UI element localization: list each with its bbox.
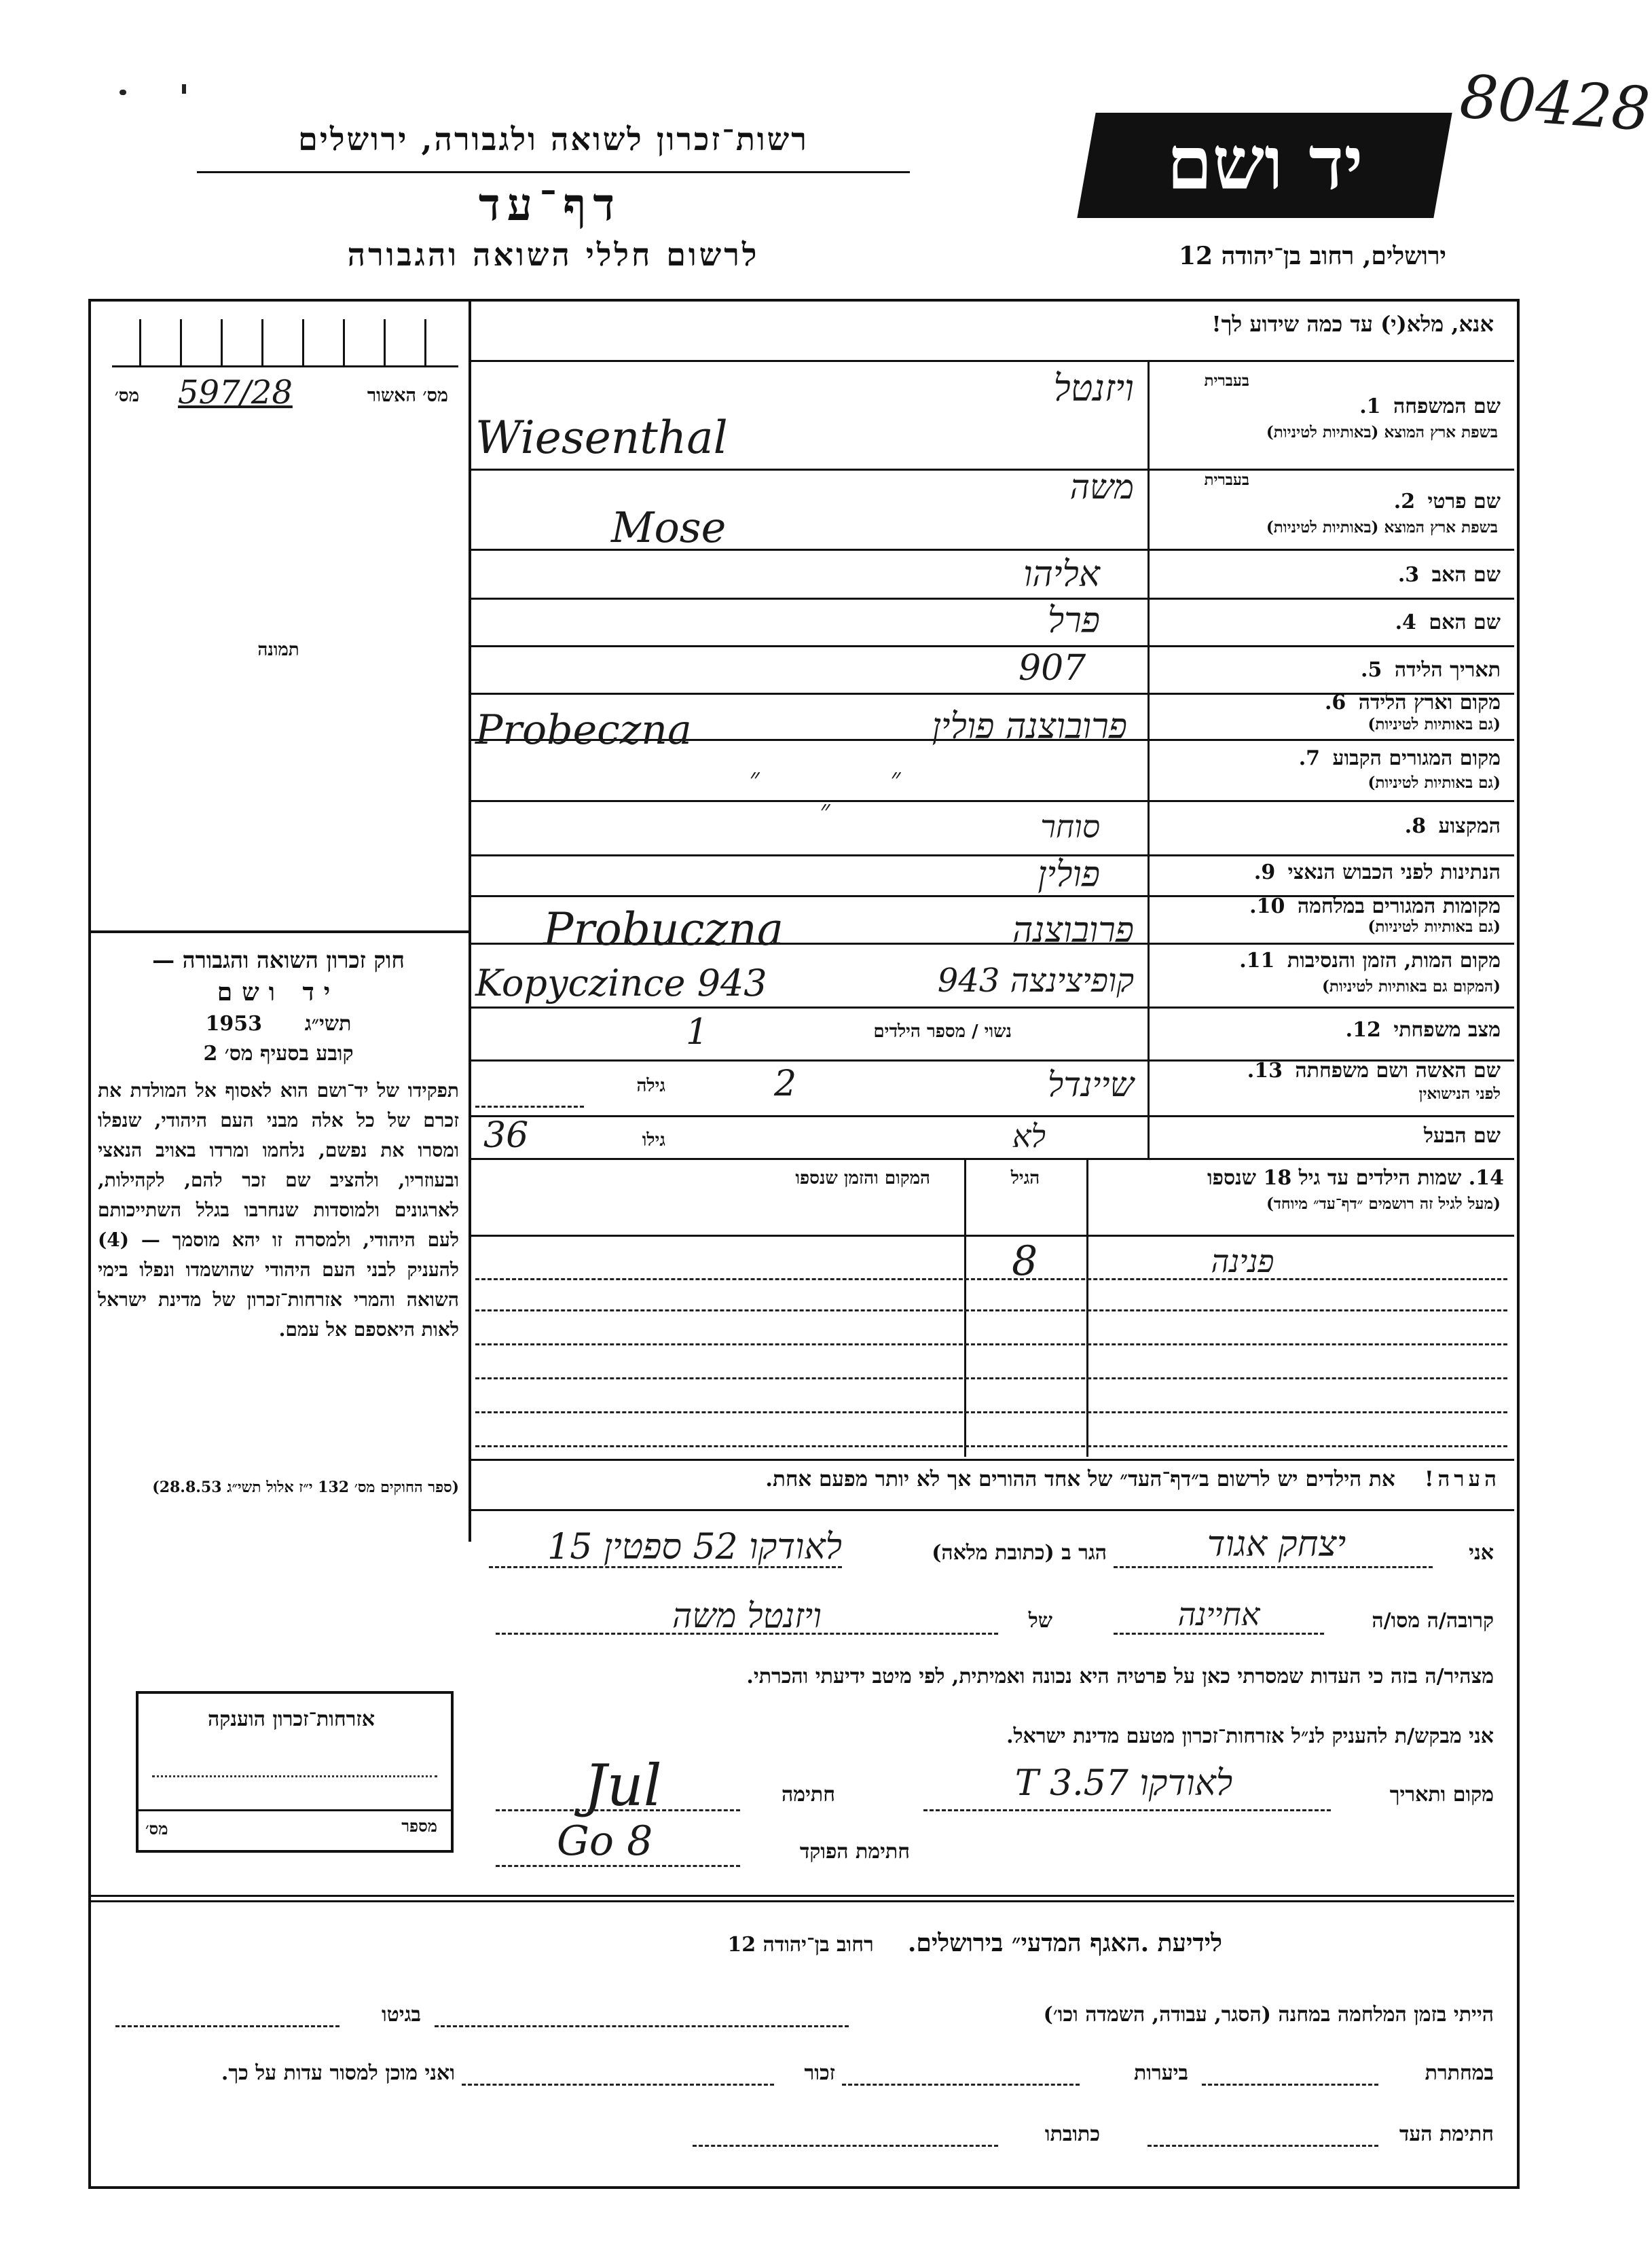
logo-text: יד ושם [1167, 121, 1363, 206]
ghetto-label: בגיטו [381, 2003, 421, 2027]
wife-age-line [475, 1106, 584, 1108]
field2-sub: בשפת ארץ המוצא (באותיות לטיניות) [1266, 518, 1498, 537]
label-column-divider [1148, 360, 1150, 1158]
of-label: של [1028, 1609, 1052, 1633]
witness-address-label: כתובתו [1044, 2122, 1100, 2146]
field13-value: שיינדל [1047, 1065, 1134, 1104]
resides-label: הגר ב (כתובת מלאה) [932, 1541, 1107, 1565]
field5-value: 907 [1018, 648, 1086, 689]
field6-label [1154, 691, 1501, 714]
field7-value: ״ ״ ״ [749, 763, 962, 826]
witness-signature-label: חתימת העד [1399, 2122, 1494, 2146]
field1-sub: בשפת ארץ המוצא (באותיות לטיניות) [1266, 423, 1498, 441]
officer-signature-label: חתימת הפוקד [799, 1840, 910, 1864]
field6-label-text: מקום וארץ הלידה [1358, 691, 1501, 714]
address: ירושלים, רחוב בן־יהודה 12 [1178, 242, 1446, 270]
citizenship-box-title: אזרחות־זכרון הוענקה [207, 1707, 375, 1731]
field5-number: 5. [1361, 658, 1382, 682]
field3-label-text: שם האב [1431, 563, 1501, 587]
husband-age-value: 36 [483, 1115, 529, 1156]
tick-boxes [112, 319, 458, 367]
field10-sub: (גם באותיות לטיניות) [1368, 918, 1501, 936]
field2-number: 2. [1393, 490, 1416, 513]
field13-label [1154, 1059, 1501, 1083]
handwritten-reference-number: 80428 [1457, 61, 1652, 145]
field6-value: פרובוצנה פולין [932, 706, 1127, 747]
field1-hebrew-tag: בעברית [1204, 371, 1249, 390]
field4-label-text: שם האם [1429, 611, 1501, 634]
bottom-section-rule [88, 1895, 1514, 1897]
children-sub: (מעל לגיל זה רושמים ״דף־עד״ מיוחד) [1266, 1195, 1501, 1213]
field12-sublabels: נשוי / מספר הילדים [873, 1021, 1012, 1042]
field5-label [1154, 659, 1501, 682]
field6-sub: (גם באותיות לטיניות) [1368, 715, 1501, 733]
child-age: 8 [1012, 1237, 1038, 1285]
child-name: פנינה [1211, 1243, 1274, 1280]
field10-value-latin: Probuczna [543, 903, 784, 956]
photo-label: תמונה [257, 640, 299, 660]
approval-num-label: מס׳ [114, 386, 139, 406]
field13-sub: לפני הנישואין [1418, 1085, 1501, 1103]
form-subtitle: לרשום חללי השואה והגבורה [347, 236, 760, 273]
field12-label-text: מצב משפחתי [1393, 1018, 1501, 1042]
citizenship-box [136, 1691, 454, 1853]
field1-label-text: שם המשפחה [1393, 395, 1501, 418]
field5-label-text: תאריך הלידה [1394, 658, 1501, 682]
field9-value: פולין [1038, 854, 1100, 895]
field11-number: 11. [1239, 949, 1275, 973]
field7-number: 7. [1298, 746, 1321, 770]
form-title: דף־עד [478, 178, 622, 231]
field2-label-text: שם פרטי [1427, 490, 1501, 513]
field10-number: 10. [1249, 894, 1285, 918]
field3-value: אליהו [1023, 554, 1100, 595]
children-label: 14. שמות הילדים עד גיל 18 שנספו [1207, 1166, 1504, 1190]
field1-label [1263, 395, 1501, 418]
field4-value: פרל [1047, 600, 1100, 641]
field8-value: סוחר [1040, 808, 1100, 845]
law-body: תפקידו של יד־ושם הוא לאסוף אל המולדת את זכרם של כל אלה מבני העם היהודי, שנפלו ומסרו את נפשם, נלחמו ומרדו באויב הנאצי ובעוזריו, ולהציב שם זכר להם, לקהילות, לארגונים ולמוסדות שנחרבו בגלל השתייכותם לעם היהודי, ולמסרה זו יהא מוסמך — (4) להעניק לבני העם היהודי שהושמדו ונפלו בימי השואה והמרי אזרחות־זכרון של מדינת ישראל לאות היאספם אל עמם. [98, 1079, 459, 1341]
field12-label [1154, 1019, 1501, 1042]
law-year [95, 1012, 462, 1036]
signature: Jul [584, 1752, 662, 1819]
citizenship-number-label: מספר [401, 1816, 437, 1836]
officer-signature: Go 8 [557, 1817, 653, 1865]
ready-to-testify-label: ואני מוכן למסור עדות על כך. [221, 2061, 455, 2085]
husband-age-label: גילו [642, 1130, 665, 1150]
field8-label [1154, 815, 1501, 838]
relative-value: אחיינה [1177, 1596, 1260, 1633]
children-header-rule [469, 1235, 1514, 1237]
approval-number: 597/28 [178, 374, 293, 412]
field11-value-latin: Kopyczince 943 [475, 962, 767, 1004]
bottom-title [475, 1929, 1222, 1957]
field7-label [1154, 747, 1501, 770]
relative-label: קרובה/ה מסו/ה [1372, 1609, 1494, 1633]
bottom-address: רחוב בן־יהודה 12 [727, 1933, 874, 1957]
field2-value-latin: Mose [611, 503, 727, 552]
field13-label-text: שם האשה ושם משפחתה [1295, 1059, 1501, 1083]
law-title: חוק זכרון השואה והגבורה — [152, 947, 405, 973]
declaration: מצהיר/ה בזה כי העדות שמסרתי כאן על פרטיה היא נכונה ואמיתית, לפי מיטב ידיעתי והכרתי. [746, 1665, 1494, 1688]
remember-label: זכור [804, 2061, 835, 2085]
note-prefix: הערה! [1424, 1467, 1501, 1491]
forest-label: ביערות [1133, 2061, 1188, 2085]
field12-number: 12. [1345, 1018, 1381, 1042]
law-reference: (ספר החוקים מס׳ 132 י״ז אלול תשי״ג 28.8.53) [152, 1479, 459, 1496]
hiding-label: במחתרת [1425, 2061, 1494, 2085]
wife-age-label: גילה [636, 1076, 665, 1096]
citizenship-no-label: מס׳ [145, 1819, 168, 1838]
yad-vashem-logo [1077, 113, 1452, 218]
instruction: אנא, מלא(י) עד כמה שידוע לך! [1211, 311, 1494, 337]
field8-number: 8. [1404, 814, 1427, 838]
law-box [88, 930, 469, 1544]
field7-sub: (גם באותיות לטיניות) [1368, 774, 1501, 792]
husband-label: שם הבעל [1423, 1124, 1501, 1148]
field2-hebrew-tag: בעברית [1204, 471, 1249, 489]
place-date-value: לאודקו 3.57 T [1014, 1763, 1233, 1804]
field7-label-text: מקום המגורים הקבוע [1332, 746, 1501, 770]
note-text: את הילדים יש לרשום ב״דף־העד״ של אחד ההורים אך לא יותר מפעם אחת. [765, 1467, 1395, 1491]
law-section: קובע בסעיף מס׳ 2 [203, 1042, 354, 1066]
instruction-rule [469, 360, 1514, 362]
field10-label-text: מקומות המגורים במלחמה [1297, 894, 1501, 918]
field4-label [1154, 611, 1501, 634]
children-place-header: המקום והזמן שנספו [795, 1168, 930, 1189]
children-age-header: הגיל [1010, 1168, 1040, 1189]
bottom-section-rule-2 [88, 1900, 1514, 1902]
field2-value-hebrew: משה [1069, 467, 1134, 507]
field1-value-latin: Wiesenthal [475, 412, 728, 464]
field11-label [1154, 949, 1501, 973]
field10-label [1154, 895, 1501, 918]
law-logo: יד ושם [217, 978, 340, 1007]
resides-value: לאודקו 52 ספטין 15 [547, 1527, 842, 1567]
citizenship-request: אני מבקש/ת להעניק לנ״ל אזרחות־זכרון מטעם מדינת ישראל. [1006, 1724, 1494, 1748]
signature-label: חתימה [782, 1783, 835, 1807]
field2-label [1263, 490, 1501, 513]
field6-number: 6. [1324, 691, 1346, 714]
field3-label [1154, 564, 1501, 587]
field3-number: 3. [1397, 563, 1420, 587]
law-year-number: 1953 [205, 1012, 263, 1036]
field11-label-text: מקום המות, הזמן והנסיבות [1287, 949, 1501, 973]
field11-sub: (המקום גם באותיות לטיניות) [1322, 977, 1501, 996]
field9-number: 9. [1253, 860, 1276, 884]
scan-speck [182, 84, 186, 94]
declarant-i-label: אני [1469, 1541, 1494, 1565]
wife-age-value: 2 [774, 1064, 797, 1104]
organization-line: רשות־זכרון לשואה ולגבורה, ירושלים [298, 121, 809, 158]
header-rule [197, 171, 910, 173]
field6-value-latin: Probeczna [475, 706, 692, 754]
scan-speck [120, 90, 126, 95]
field1-number: 1. [1359, 395, 1381, 418]
field1-value-hebrew: ויזנטל [1053, 367, 1134, 410]
field10-value: פרובוצנה [1012, 910, 1134, 951]
approval-label: מס׳ האשור [367, 385, 448, 406]
field8-label-text: המקצוע [1438, 814, 1501, 838]
law-year-hebrew: תשי״ג [304, 1012, 352, 1036]
field13-number: 13. [1247, 1059, 1283, 1083]
note [475, 1467, 1501, 1491]
place-date-label: מקום ותאריך [1389, 1783, 1494, 1807]
field4-number: 4. [1395, 611, 1416, 634]
note-top-rule [469, 1459, 1514, 1461]
field11-value: קופיצינצה 943 [937, 962, 1134, 1000]
camp-line-label: הייתי בזמן המלחמה במחנה (הסגר, עבודה, השמדה וכו׳) [1043, 2003, 1494, 2027]
field12-children-count: 1 [686, 1012, 709, 1053]
note-bottom-rule [469, 1509, 1514, 1511]
field9-label-text: הנתינות לפני הכבוש הנאצי [1287, 860, 1501, 884]
husband-value: לא [1012, 1118, 1046, 1155]
declarant-name: יצחק אגוד [1207, 1524, 1346, 1565]
of-value: ויזנטל משה [672, 1596, 822, 1635]
bottom-title-text: לידיעת .האגף המדעי״ בירושלים. [907, 1929, 1222, 1957]
field9-label [1154, 861, 1501, 884]
